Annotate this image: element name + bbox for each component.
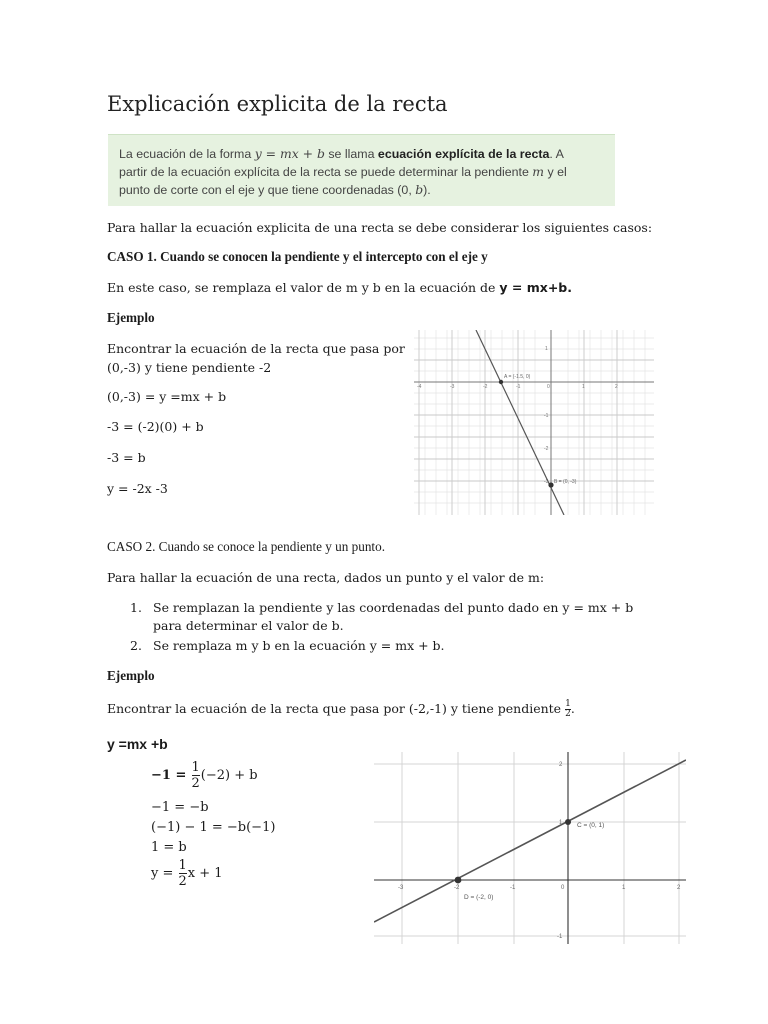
graph1-xtick: 1 xyxy=(582,384,585,390)
list-text: para determinar el valor de b. xyxy=(153,618,344,633)
graph2-ytick: 2 xyxy=(559,762,563,768)
caso2-example-text: Encontrar la ecuación de la recta que pasa por (-2,-1) y tiene pendiente xyxy=(107,701,562,716)
list-number: 2. xyxy=(130,638,142,653)
callout-text: . A xyxy=(549,147,564,161)
graph1-xtick: -1 xyxy=(516,384,521,390)
graph1-label-b: B = (0, -3) xyxy=(554,479,577,485)
graph1-xtick: 0 xyxy=(547,384,550,390)
graph-caso2 xyxy=(374,752,686,944)
graph2-xtick: 1 xyxy=(622,885,626,891)
graph1-xtick: -2 xyxy=(483,384,488,390)
callout-bold-term: ecuación explícita de la recta xyxy=(377,147,550,161)
caso2-intro: Para hallar la ecuación de una recta, dados un punto y el valor de m: xyxy=(107,570,545,585)
fraction-den: 2 xyxy=(178,874,187,889)
graph-caso1 xyxy=(414,330,654,515)
graph2-xtick: -2 xyxy=(454,885,460,891)
math-step-1-lhs: −1 = xyxy=(151,768,187,783)
math-step-1 xyxy=(151,760,258,791)
fraction-den: 2 xyxy=(565,709,571,719)
graph2-point-d xyxy=(455,877,462,884)
graph1-xtick: -3 xyxy=(450,384,455,390)
caso2-ejemplo: Ejemplo xyxy=(107,668,155,683)
fraction-num: 1 xyxy=(565,699,571,709)
caso2-example xyxy=(107,697,575,721)
callout-var-m: m xyxy=(532,164,545,179)
math-step-4: 1 = b xyxy=(151,840,187,855)
graph2-ytick: 1 xyxy=(559,820,563,826)
math-step-5-rhs: x + 1 xyxy=(187,866,223,881)
callout-text: La ecuación de la forma xyxy=(119,147,255,161)
graph1-ytick: -2 xyxy=(544,446,549,452)
caso1-ejemplo: Ejemplo xyxy=(107,310,155,325)
graph1-label-a: A = (-1.5, 0) xyxy=(504,374,531,380)
callout-text: y el xyxy=(544,165,567,179)
math-fraction xyxy=(192,760,200,791)
callout-var-b: b xyxy=(415,182,424,197)
graph2-label-c: C = (0, 1) xyxy=(577,822,605,829)
graph2-point-c xyxy=(565,819,571,825)
callout-equation: y = mx + b xyxy=(254,146,325,161)
page-title: Explicación explicita de la recta xyxy=(107,92,448,116)
graph1-point-b xyxy=(548,482,553,487)
caso1-text-a: En este caso, se remplaza el valor de m y b en la ecuación de xyxy=(107,280,500,295)
math-step-5-lhs: y = xyxy=(151,866,174,881)
graph1-xtick: 2 xyxy=(615,384,618,390)
caso1-step2: -3 = (-2)(0) + b xyxy=(107,419,204,434)
math-step-5 xyxy=(151,858,223,889)
caso1-example-line2: (0,-3) y tiene pendiente -2 xyxy=(107,360,272,375)
callout-text: ). xyxy=(423,183,431,197)
fraction-num: 1 xyxy=(191,760,200,775)
list-text: Se remplaza m y b en la ecuación y = mx + b. xyxy=(153,638,445,653)
list-text: Se remplazan la pendiente y las coordenadas del punto dado en y = mx + b xyxy=(153,600,634,615)
graph2-xtick: 2 xyxy=(677,885,681,891)
caso1-formula: y = mx+b. xyxy=(499,280,572,295)
graph1-ytick: -1 xyxy=(544,413,549,419)
caso2-formula: y =mx +b xyxy=(107,736,168,752)
intro-text: Para hallar la ecuación explicita de una recta se debe considerar los siguientes casos: xyxy=(107,220,653,235)
graph2-label-d: D = (-2, 0) xyxy=(464,894,494,901)
caso1-step1: (0,-3) = y =mx + b xyxy=(107,389,227,404)
caso1-heading: CASO 1. Cuando se conocen la pendiente y el intercepto con el eje y xyxy=(107,249,488,264)
list-number: 1. xyxy=(130,600,142,615)
graph2-xtick: -3 xyxy=(398,885,404,891)
fraction-num: 1 xyxy=(178,858,187,873)
caso1-step3: -3 = b xyxy=(107,450,146,465)
caso2-heading-text: CASO 2. Cuando se conoce la pendiente y un punto. xyxy=(107,539,385,554)
caso2-example-end: . xyxy=(570,701,575,716)
math-step-3: (−1) − 1 = −b(−1) xyxy=(151,820,276,835)
graph2-ytick: -1 xyxy=(557,934,563,940)
graph1-xtick: -4 xyxy=(417,384,422,390)
math-step-2: −1 = −b xyxy=(151,800,209,815)
caso1-example-line1: Encontrar la ecuación de la recta que pasa por xyxy=(107,341,405,356)
graph1-ytick: -3 xyxy=(544,479,549,485)
caso2-heading xyxy=(107,539,385,555)
fraction-den: 2 xyxy=(191,776,200,791)
graph2-xtick: 0 xyxy=(561,885,565,891)
caso1-step4: y = -2x -3 xyxy=(107,481,168,496)
callout-text: punto de corte con el eje y que tiene coordenadas (0, xyxy=(119,183,416,197)
graph1-ytick: 1 xyxy=(545,346,548,352)
graph2-xtick: -1 xyxy=(510,885,516,891)
caso1-text xyxy=(107,279,572,296)
math-fraction xyxy=(179,858,187,889)
graph2-background xyxy=(374,752,686,944)
math-step-1-rhs: (−2) + b xyxy=(200,768,258,783)
callout-text: se llama xyxy=(324,147,378,161)
graph1-background xyxy=(414,330,654,515)
definition-callout xyxy=(108,134,615,206)
graph1-point-a xyxy=(499,380,503,384)
callout-text: partir de la ecuación explícita de la recta se puede determinar la pendiente xyxy=(119,165,533,179)
